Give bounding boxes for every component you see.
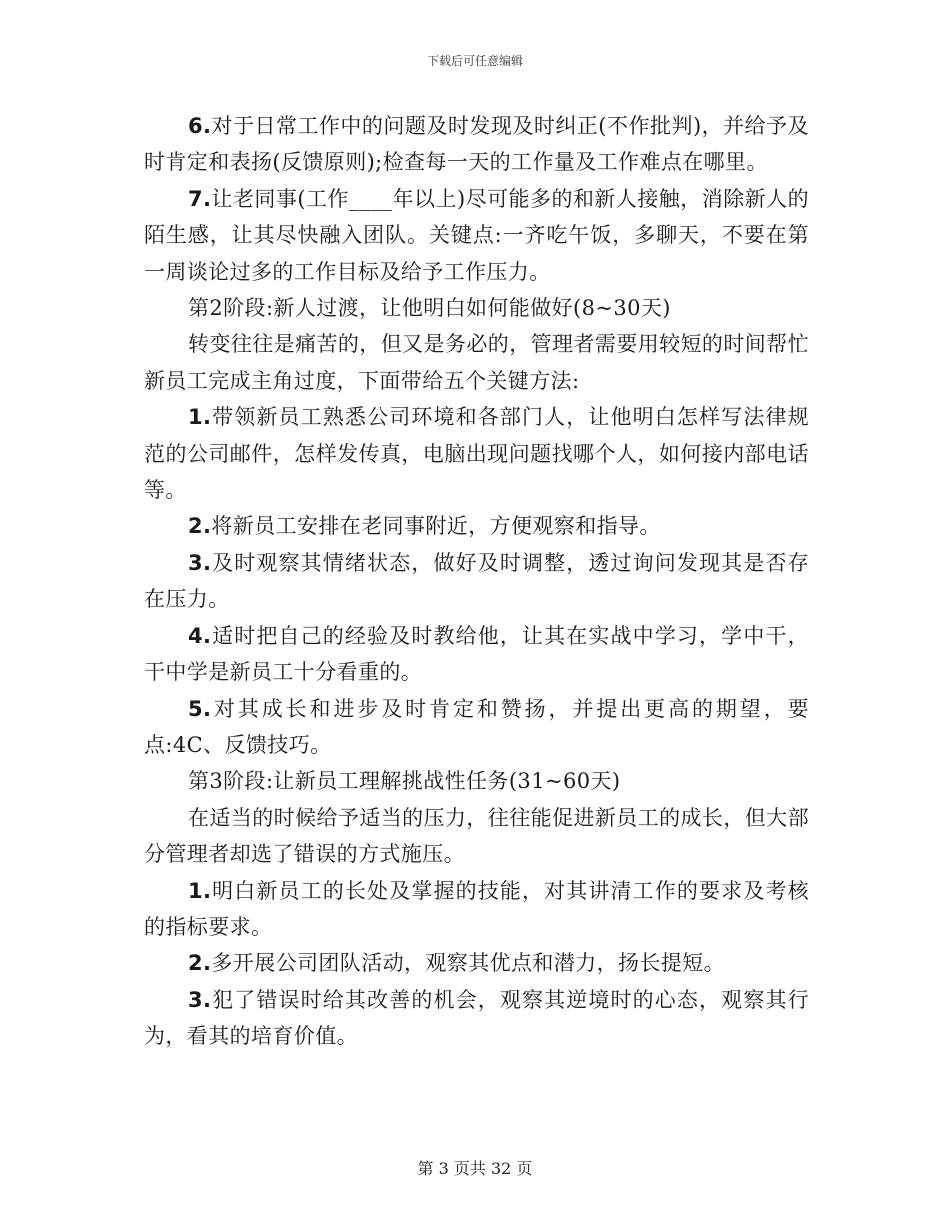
item-number: 7. [188, 186, 212, 211]
paragraph-12 [144, 982, 809, 1055]
item-number: 2. [188, 951, 212, 976]
paragraph-text: 多开展公司团队活动，观察其优点和潜力，扬长提短。 [211, 951, 725, 976]
item-number: 6. [188, 114, 212, 138]
paragraph-7 [144, 618, 809, 691]
paragraph-5 [144, 508, 809, 544]
item-number: 3. [188, 550, 212, 575]
paragraph-text: 明白新员工的长处及掌握的技能，对其讲清工作的要求及考核的指标要求。 [144, 878, 809, 939]
paragraph-text: 及时观察其情绪状态，做好及时调整，透过询问发现其是否存在压力。 [144, 550, 809, 612]
paragraph-3 [144, 326, 809, 399]
paragraph-text: 让老同事(工作____年以上)尽可能多的和新人接触，消除新人的陌生感，让其尽快融入团队。关键点:一齐吃午饭，多聊天，不要在第一周谈论过多的工作目标及给予工作压力。 [144, 186, 809, 284]
section-heading-stage-3 [144, 763, 809, 799]
paragraph-10 [144, 873, 809, 946]
paragraph-text: 将新员工安排在老同事附近，方便观察和指导。 [211, 514, 661, 539]
paragraph-text: 第3阶段:让新员工理解挑战性任务(31~60天) [188, 769, 621, 794]
paragraph-text: 第2阶段:新人过渡，让他明白如何能做好(8~30天) [188, 296, 671, 321]
paragraph-text: 带领新员工熟悉公司环境和各部门人，让他明白怎样写法律规范的公司邮件，怎样发传真，电脑出现问题找哪个人，如何接内部电话等。 [144, 405, 809, 503]
paragraph-text: 转变往往是痛苦的，但又是务必的，管理者需要用较短的时间帮忙新员工完成主角过度，下面带给五个关键方法: [144, 332, 809, 393]
paragraph-2 [144, 181, 809, 290]
paragraph-6 [144, 545, 809, 618]
item-number: 3. [188, 987, 212, 1012]
paragraph-text: 在适当的时候给予适当的压力，往往能促进新员工的成长，但大部分管理者却选了错误的方式施压。 [144, 805, 809, 867]
paragraph-8 [144, 691, 809, 764]
paragraph-text: 犯了错误时给其改善的机会，观察其逆境时的心态，观察其行为，看其的培育价值。 [144, 987, 809, 1049]
paragraph-4 [144, 399, 809, 508]
paragraph-text: 适时把自己的经验及时教给他，让其在实战中学习，学中干，干中学是新员工十分看重的。 [144, 623, 809, 685]
item-number: 1. [188, 878, 212, 903]
item-number: 2. [188, 514, 212, 539]
item-number: 5. [188, 696, 212, 721]
paragraph-11 [144, 945, 809, 981]
page-footer: 第 3 页共 32 页 [417, 1159, 533, 1178]
document-body [144, 108, 809, 1055]
item-number: 1. [188, 405, 212, 430]
paragraph-text: 对其成长和进步及时肯定和赞扬，并提出更高的期望，要点:4C、反馈技巧。 [144, 696, 809, 757]
paragraph-1 [144, 108, 809, 181]
paragraph-9 [144, 800, 809, 873]
item-number: 4. [188, 623, 212, 648]
section-heading-stage-2 [144, 290, 809, 326]
paragraph-text: 对于日常工作中的问题及时发现及时纠正(不作批判)，并给予及时肯定和表扬(反馈原则);检查每一天的工作量及工作难点在哪里。 [144, 114, 809, 175]
page-header: 下载后可任意编辑 [426, 54, 523, 68]
